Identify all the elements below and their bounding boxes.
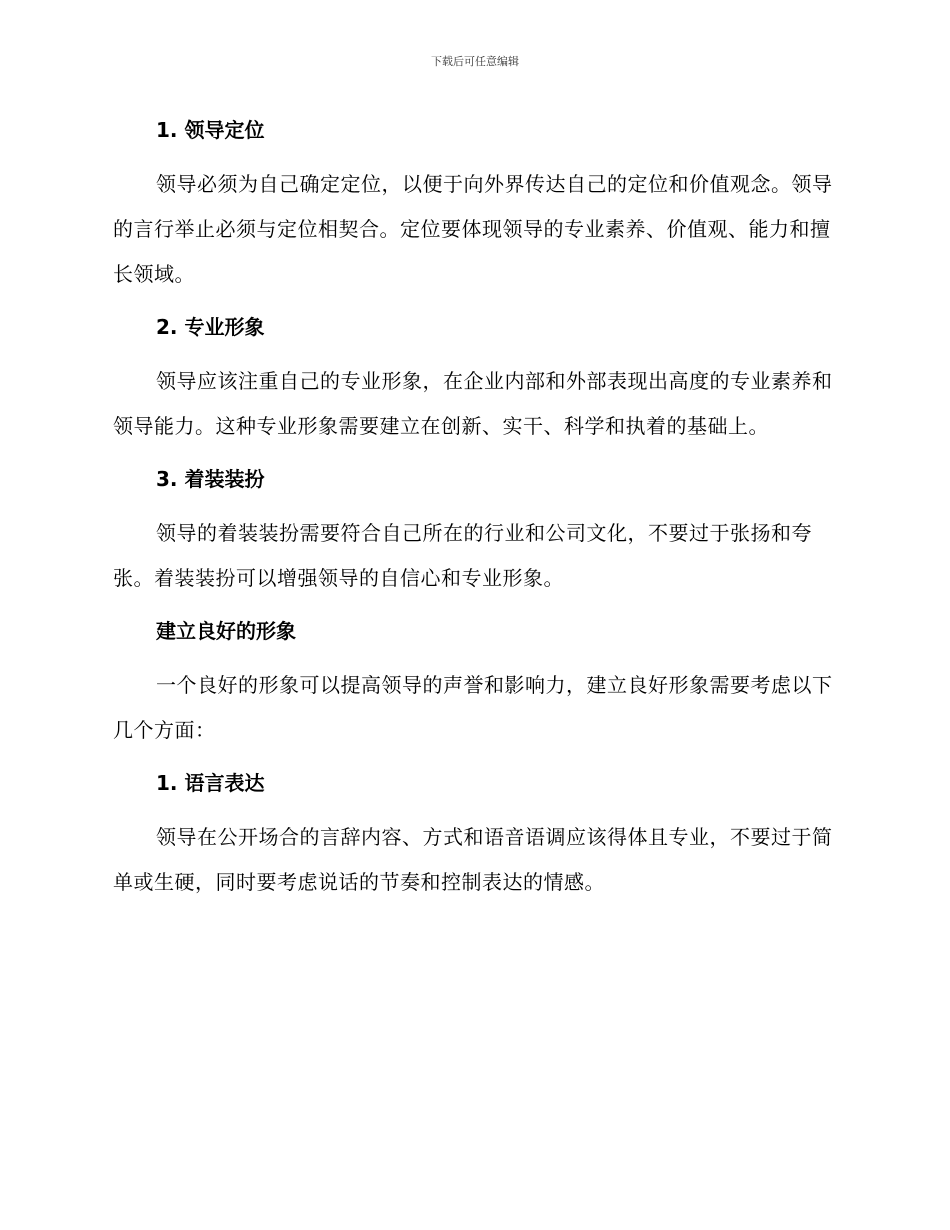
section-paragraph-language: 领导在公开场合的言辞内容、方式和语音语调应该得体且专业，不要过于简单或生硬，同时要考虑说话的节奏和控制表达的情感。 [113, 825, 833, 894]
section-paragraph-good-image: 一个良好的形象可以提高领导的声誉和影响力，建立良好形象需要考虑以下几个方面： [113, 673, 833, 742]
section-paragraph-professional-image: 领导应该注重自己的专业形象，在企业内部和外部表现出高度的专业素养和领导能力。这种专业形象需要建立在创新、实干、科学和执着的基础上。 [113, 369, 833, 438]
section-heading-attire: 3. 着装装扮 [156, 467, 265, 491]
section-heading-language: 1. 语言表达 [156, 771, 265, 795]
document-body [113, 112, 833, 905]
section-heading-good-image: 建立良好的形象 [156, 619, 296, 643]
section-paragraph-attire: 领导的着装装扮需要符合自己所在的行业和公司文化，不要过于张扬和夸张。着装装扮可以增强领导的自信心和专业形象。 [113, 521, 812, 590]
section-paragraph-positioning: 领导必须为自己确定定位，以便于向外界传达自己的定位和价值观念。领导的言行举止必须与定位相契合。定位要体现领导的专业素养、价值观、能力和擅长领域。 [113, 172, 833, 286]
section-heading-professional-image: 2. 专业形象 [156, 315, 265, 339]
page-header-note: 下载后可任意编辑 [431, 55, 519, 68]
section-heading-positioning: 1. 领导定位 [156, 118, 265, 142]
